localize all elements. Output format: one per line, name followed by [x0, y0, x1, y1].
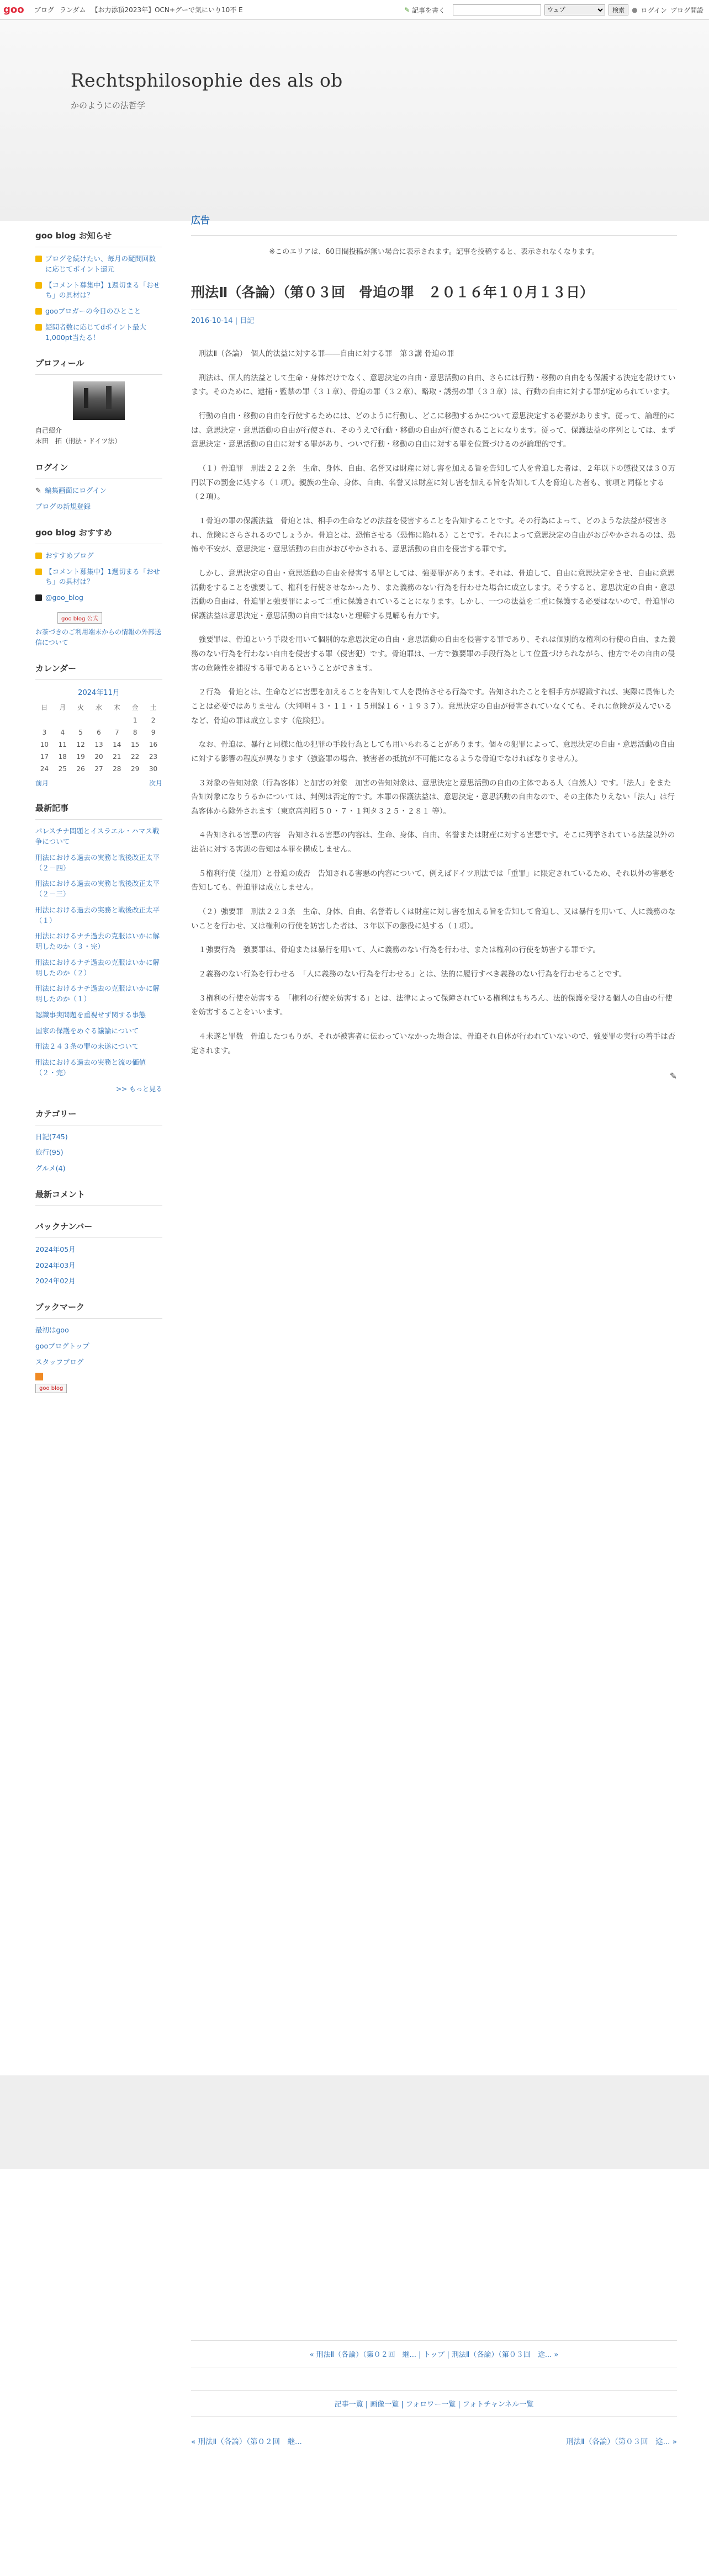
calendar-day: 4 [60, 729, 65, 737]
bookmark-section [35, 1301, 162, 1396]
calendar-day [90, 714, 108, 726]
blog-title[interactable]: Rechtsphilosophie des als ob [71, 70, 343, 91]
calendar-row [35, 739, 162, 751]
post-paragraph: ３権利の行使を妨害する 「権利の行使を妨害する」とは、法律によって保障されている権利はもちろん、法的保護を受ける個人の自由の行使を妨害することをいいます。 [191, 994, 673, 1017]
user-icon: ● [632, 6, 638, 14]
top-nav-blog[interactable]: ブログ [34, 6, 55, 14]
recent-link[interactable]: パレスチナ問題とイスラエル・ハマス戦争について [35, 827, 160, 846]
calendar-day: 22 [131, 753, 140, 761]
post-paragraph: １骨迫の罪の保護法益 骨迫とは、相手の生命などの法益を侵害することを告知することです。その行為によって、どのような法益が侵害され、危険にさらされるのでしょうか。骨迫とは、恐怖させる（恐怖に陥れる）ことです。それによって意思決定の自由がおびやかされるのは、恐怖や不安が、意思決定・意思活動の自由がおびやかされる、意思活動の自由を侵害する罪です。 [191, 516, 676, 554]
calendar-next-link[interactable]: 次月 [149, 779, 162, 788]
post-paragraph: １強要行為 強要罪は、骨迫または暴行を用いて、人に義務のない行為を行わせ、または権利の行使を妨害する罪です。 [198, 946, 600, 955]
notice-link[interactable]: 疑問者数に応じてdポイント最大1,000pt当たる！ [45, 322, 146, 342]
recent-link[interactable]: 刑法における過去の実務と戦後改正太平（１） [35, 905, 160, 925]
prev-post-link[interactable]: « 刑法Ⅱ（各論）（第０２回 継... [191, 2437, 302, 2446]
category-link[interactable]: 日記(745) [35, 1132, 68, 1141]
calendar-day: 8 [133, 729, 137, 737]
calendar-day: 9 [151, 729, 156, 737]
post-paragraph: ２行為 骨迫とは、生命などに害悪を加えることを告知して人を畏怖させる行為です。告知されたことを相手方が認識すれば、実際に畏怖したことは必要ではありません（大判明４３・１１・１５刑録１６・１９３７）。意思決定の自由が侵害されていなくても、それに危険が及んでいるなど、骨迫の罪は成立します（危険犯）。 [191, 688, 675, 725]
comments-heading: 最新コメント [35, 1188, 162, 1206]
search-button[interactable]: 検索 [609, 4, 628, 15]
bookmark-item[interactable] [35, 1341, 162, 1352]
recent-link[interactable]: 刑法におけるナチ過去の克服はいかに解明したのか（３・完） [35, 932, 160, 950]
recommend-section [35, 527, 162, 648]
prev-next-nav [191, 2435, 677, 2446]
list-links[interactable]: 記事一覧 | 画像一覧 | フォロワー一覧 | フォトチャンネル一覧 [191, 2390, 677, 2417]
recent-section [35, 802, 162, 1093]
calendar-day [72, 714, 90, 726]
sidebar [35, 230, 162, 1411]
calendar-day: 23 [149, 753, 158, 761]
post-paragraph: ４未遂と罪数 骨迫したつもりが、それが被害者に伝わっていなかった場合は、骨迫それ自体が行われていないので、強要罪の実行の着手は否定されます。 [191, 1032, 676, 1055]
weekday: 土 [150, 704, 157, 712]
calendar-day: 1 [133, 716, 137, 725]
post-paragraph: ４告知される害悪の内容 告知される害悪の内容は、生命、身体、自由、名誉または財産に対する害悪です。そこに列挙されている法益以外の法益に対する害悪の告知は本罪を構成しません。 [191, 831, 675, 854]
notice-icon [35, 256, 42, 262]
recommend-item[interactable] [35, 593, 162, 603]
weekday: 木 [113, 704, 120, 712]
post-paragraph: ３対象の告知対象（行為客体）と加害の対象 加害の告知対象は、意思決定と意思活動の自由の主体である人（自然人）です。「法人」をまた告知対象になりうるかについては、判例は否定的です。本罪の保護法益は、意思決定・意思活動の自由なので、その主体たりえない「法人」は行為客体から除外されます（東京高判昭５０・７・１判タ３２５・２８１ 等）。 [191, 778, 675, 816]
recent-link[interactable]: 刑法における過去の実務と流の価値（２・完） [35, 1058, 146, 1077]
calendar-row [35, 751, 162, 763]
recent-item[interactable] [35, 958, 162, 979]
profile-text: 末田 拓（刑法・ドイツ法） [35, 437, 121, 445]
calendar-row [35, 726, 162, 739]
recent-link[interactable]: 国家の保護をめぐる議論について [35, 1026, 139, 1035]
post-paragraph: （２）強要罪 刑法２２３条 生命、身体、自由、名誉若しくは財産に対し害を加える旨を告知して脅迫し、又は暴行を用いて、人に義務のないことを行わせ、又は権利の行使を妨害した者は、３年以下の懲役に処する（１項）。 [191, 907, 676, 931]
notice-link[interactable]: gooブロガーの今日のひとこと [45, 307, 141, 315]
search-input[interactable] [453, 4, 541, 15]
notice-icon [35, 282, 42, 289]
calendar-day [108, 714, 126, 726]
blog-start-link[interactable]: ブログ開設 [670, 6, 703, 14]
category-item[interactable] [35, 1148, 162, 1158]
top-right-tools [404, 4, 703, 15]
notice-item[interactable] [35, 322, 162, 343]
bulb-icon [35, 553, 42, 559]
recommend-item[interactable] [35, 551, 162, 561]
calendar-day: 26 [76, 765, 85, 773]
bookmark-item[interactable] [35, 1325, 162, 1336]
top-nav-links [34, 5, 243, 14]
backnumber-link[interactable]: 2024年05月 [35, 1245, 76, 1254]
recommend-item[interactable] [35, 567, 162, 588]
calendar-month: 2024年11月 [78, 689, 120, 698]
calendar-day [54, 714, 72, 726]
ad-note: ※このエリアは、60日間投稿が無い場合に表示されます。記事を投稿すると、表示されなくなります。 [269, 248, 599, 257]
calendar-weekdays [35, 700, 162, 714]
notice-item[interactable] [35, 254, 162, 275]
profile-image[interactable] [73, 381, 125, 420]
calendar-day: 7 [114, 729, 119, 737]
calendar-row [35, 763, 162, 775]
search-scope-select[interactable] [544, 4, 605, 15]
category-item[interactable] [35, 1132, 162, 1143]
category-link[interactable]: グルメ(4) [35, 1164, 66, 1172]
goo-blog-badge[interactable]: goo blog 公式 [57, 612, 102, 624]
profile-heading: プロフィール [35, 357, 162, 375]
top-navigation-bar [0, 0, 709, 20]
recommend-link[interactable]: おすすめブログ [45, 551, 94, 560]
post-paragraph: しかし、意思決定の自由・意思活動の自由を侵害する罪としては、強要罪があります。それは、骨迫して、自由に意思決定をさせ、自由に意思活動をすることを強要して、権利を行使させなかったり、また義務のない行為を行わせた場合に成立します。そうすると、意思決定の自由・意思活動の自由は、骨迫罪と強要罪によって二重に保護されていることになります。しかし、一つの法益を二重に保護する必要はないので、骨迫罪の保護法益は意思決定・意思活動の自由ではないと理解する見解も有力です。 [191, 569, 675, 620]
post-meta[interactable]: 2016-10-14 | 日記 [191, 317, 255, 326]
post-paragraph: ５権利行使（益用）と骨迫の成否 告知される害悪の内容について、例えばドイツ刑法では「重罪」に限定されているため、それ以外の害悪を告知しても、骨迫罪は成立しません。 [191, 869, 675, 893]
post-paragraph: なお、骨迫は、暴行と同様に他の犯罪の手段行為としても用いられることがあります。個々の犯罪によって、意思決定の自由・意思活動の自由に対する影響の程度が異なります（強盗罪の場合、被害者の抵抗が不可能になるような骨迫でなければなりません）。 [191, 740, 675, 763]
post-paragraph: ２義務のない行為を行わせる 「人に義務のない行為を行わせる」とは、法的に履行すべき義務のない行為を行わせることです。 [198, 969, 627, 979]
notice-item[interactable] [35, 306, 162, 317]
calendar-day: 12 [76, 741, 85, 749]
pencil-icon: ✎ [404, 6, 410, 14]
recent-more-link[interactable]: >> もっと見る [116, 1085, 162, 1093]
backnumber-section [35, 1220, 162, 1287]
recent-link[interactable]: 刑法におけるナチ過去の克服はいかに解明したのか（１） [35, 984, 160, 1003]
footer-band [0, 2075, 709, 2169]
post-paragraph: 行動の自由・移動の自由を行使するためには、どのように行動し、どこに移動するかについて意思決定する必要があります。従って、論理的には、意思決定・意思活動の自由が行使され、そのうえで行動・移動の自由が行使されることになります。従って、保護法益の序列としては、まず意思決定・意思活動の自由に対する罪があり、ついで行動・移動の自由に対する罪を位置づけるのが論理的です。 [191, 412, 675, 449]
notice-item[interactable] [35, 280, 162, 301]
profile-label: 自己紹介 [35, 427, 62, 435]
category-heading: カテゴリー [35, 1108, 162, 1125]
calendar-day: 27 [94, 765, 103, 773]
recommend-link[interactable]: @goo_blog [45, 593, 83, 602]
notice-icon [35, 324, 42, 331]
backnumber-heading: バックナンバー [35, 1220, 162, 1238]
blog-header [0, 20, 709, 221]
notice-heading: goo blog お知らせ [35, 230, 162, 247]
recent-item[interactable] [35, 1010, 162, 1021]
recent-link[interactable]: 刑法におけるナチ過去の克服はいかに解明したのか（２） [35, 958, 160, 977]
category-item[interactable] [35, 1164, 162, 1174]
notice-section [35, 230, 162, 343]
recent-link[interactable]: 刑法における過去の実務と戦後改正太平（２－四） [35, 853, 160, 872]
bookmark-goo-badge[interactable]: goo blog [35, 1384, 67, 1393]
main-content [191, 212, 677, 1085]
edit-icon: ✎ [35, 486, 41, 495]
recent-link[interactable]: 刑法２４３条の罪の未遂について [35, 1042, 139, 1051]
recommend-note[interactable] [35, 627, 162, 648]
backnumber-item[interactable] [35, 1276, 162, 1287]
calendar-day: 24 [40, 765, 49, 773]
recent-item[interactable] [35, 853, 162, 874]
top-nav-random[interactable]: ランダム [60, 6, 86, 14]
calendar-day [35, 714, 54, 726]
backnumber-item[interactable] [35, 1261, 162, 1271]
weekday: 水 [95, 704, 102, 712]
edit-post-icon[interactable]: ✎ [669, 1071, 677, 1082]
calendar-prev-link[interactable]: 前月 [35, 779, 49, 788]
recent-item[interactable] [35, 905, 162, 926]
login-heading: ログイン [35, 461, 162, 479]
post-paragraph: （１）骨迫罪 刑法２２２条 生命、身体、自由、名誉又は財産に対し害を加える旨を告知して人を脅迫した者は、２年以下の懲役又は３０万円以下の罰金に処する（１項）。親族の生命、身体、自由、名誉又は財産に対し害を加える旨を告知して人を脅迫した者も、前項と同様とする（２項）。 [191, 464, 676, 502]
bookmark-item[interactable] [35, 1357, 162, 1368]
calendar-row [35, 714, 162, 726]
bulb-icon [35, 569, 42, 575]
calendar-day: 5 [78, 729, 83, 737]
calendar-day: 29 [131, 765, 140, 773]
recommend-link[interactable]: 【コメント募集中】1週切まる「おせち」の具材は？ [45, 567, 160, 586]
login-item[interactable] [35, 502, 162, 512]
backnumber-link[interactable]: 2024年03月 [35, 1261, 76, 1270]
calendar-day: 16 [149, 741, 158, 749]
calendar-day: 3 [42, 729, 47, 737]
recent-item[interactable] [35, 879, 162, 900]
login-link[interactable]: ログイン [641, 6, 667, 14]
calendar-day: 13 [94, 741, 103, 749]
calendar-table [35, 700, 162, 775]
blog-subtitle: かのようにの法哲学 [71, 100, 146, 110]
write-post-link[interactable] [404, 6, 445, 15]
category-section [35, 1108, 162, 1174]
edit-login-link[interactable]: 編集画面にログイン [44, 486, 107, 495]
calendar-day: 30 [149, 765, 158, 773]
calendar-day: 6 [97, 729, 101, 737]
recent-item[interactable] [35, 826, 162, 847]
recent-item[interactable] [35, 931, 162, 952]
calendar-day: 28 [113, 765, 121, 773]
login-item[interactable] [35, 486, 162, 497]
recommend-heading: goo blog おすすめ [35, 527, 162, 544]
category-link[interactable]: 旅行(95) [35, 1148, 64, 1157]
login-section [35, 461, 162, 512]
recent-item[interactable] [35, 1058, 162, 1079]
notice-icon [35, 308, 42, 315]
calendar-day: 14 [113, 741, 121, 749]
post-pager[interactable]: « 刑法Ⅱ（各論）（第０２回 継... | トップ | 刑法Ⅱ（各論）（第０３回 途... » [191, 2340, 677, 2367]
weekday: 火 [77, 704, 84, 712]
calendar-day: 19 [76, 753, 85, 761]
goo-logo[interactable]: goo [3, 4, 24, 15]
external-info-link[interactable]: お茶づきのご利用端末からの情報の外部送信について [35, 628, 162, 647]
post-paragraph: 刑法は、個人的法益として生命・身体だけでなく、意思決定の自由・意思活動の自由、さらには行動・移動の自由をも保護する決定を設けています。そのために、逮捕・監禁の罪（３１章）、骨迫の罪（３２章）、略取・誘拐の罪（３３章）は、行動の自由に対する罪が定められています。 [191, 373, 676, 397]
profile-section [35, 357, 162, 447]
calendar-day: 20 [94, 753, 103, 761]
bookmark-link[interactable]: 最初はgoo [35, 1326, 69, 1334]
ad-heading: 広告 [191, 212, 677, 236]
recent-item[interactable] [35, 984, 162, 1005]
notice-link[interactable]: ブログを続けたい、毎月の疑問回数に応じてポイント還元 [45, 254, 156, 273]
recent-link[interactable]: 認識事実問題を重視せず関する事態 [35, 1010, 146, 1019]
next-post-link[interactable]: 刑法Ⅱ（各論）（第０３回 途... » [566, 2437, 677, 2446]
post-title[interactable]: 刑法Ⅱ（各論）（第０３回 骨迫の罪 ２０１６年１０月１３日） [191, 279, 677, 311]
top-nav-promo[interactable]: 【お力添頂2023年】OCN+グーで気にいり10不 E [91, 6, 243, 14]
post-body [191, 347, 677, 1058]
calendar-day: 15 [131, 741, 140, 749]
new-blog-link[interactable]: ブログの新規登録 [35, 502, 91, 511]
backnumber-link[interactable]: 2024年02月 [35, 1277, 76, 1286]
post-paragraph: 刑法Ⅱ（各論） 個人的法益に対する罪――自由に対する罪 第３講 骨迫の罪 [198, 349, 454, 359]
write-post-label: 記事を書く [412, 6, 446, 14]
calendar-day: 11 [58, 741, 67, 749]
calendar-day: 17 [40, 753, 49, 761]
recent-item[interactable] [35, 1042, 162, 1052]
comments-section [35, 1188, 162, 1206]
bookmark-heading: ブックマーク [35, 1301, 162, 1319]
rss-icon[interactable] [35, 1373, 43, 1380]
weekday: 月 [59, 704, 66, 712]
bookmark-link[interactable]: gooブログトップ [35, 1341, 89, 1350]
recent-link[interactable]: 刑法における過去の実務と戦後改正太平（２－三） [35, 879, 160, 898]
recent-heading: 最新記事 [35, 802, 162, 820]
calendar-day: 18 [58, 753, 67, 761]
backnumber-item[interactable] [35, 1245, 162, 1255]
recent-item[interactable] [35, 1026, 162, 1037]
bookmark-link[interactable]: スタッフブログ [35, 1357, 84, 1366]
calendar-day: 2 [151, 716, 156, 725]
notice-link[interactable]: 【コメント募集中】1週切まる「おせち」の具材は？ [45, 280, 160, 300]
weekday: 日 [41, 704, 48, 712]
calendar-day: 25 [58, 765, 67, 773]
calendar-day: 21 [113, 753, 121, 761]
calendar-heading: カレンダー [35, 662, 162, 680]
calendar-nav [35, 778, 162, 788]
x-icon [35, 594, 42, 601]
calendar-day: 10 [40, 741, 49, 749]
weekday: 金 [131, 704, 139, 712]
calendar-section [35, 662, 162, 788]
post-paragraph: 強要罪は、骨迫という手段を用いて個別的な意思決定の自由・意思活動の自由を侵害する罪であり、それは個別的な権利の行使の自由、また義務のない行為を行わない自由を侵害する罪（侵害犯）です。骨迫罪は、一方で強要罪の手段行為として位置づけられながら、他方でその自由の侵害の危険性を捕捉する罪であるということができます。 [191, 635, 676, 673]
